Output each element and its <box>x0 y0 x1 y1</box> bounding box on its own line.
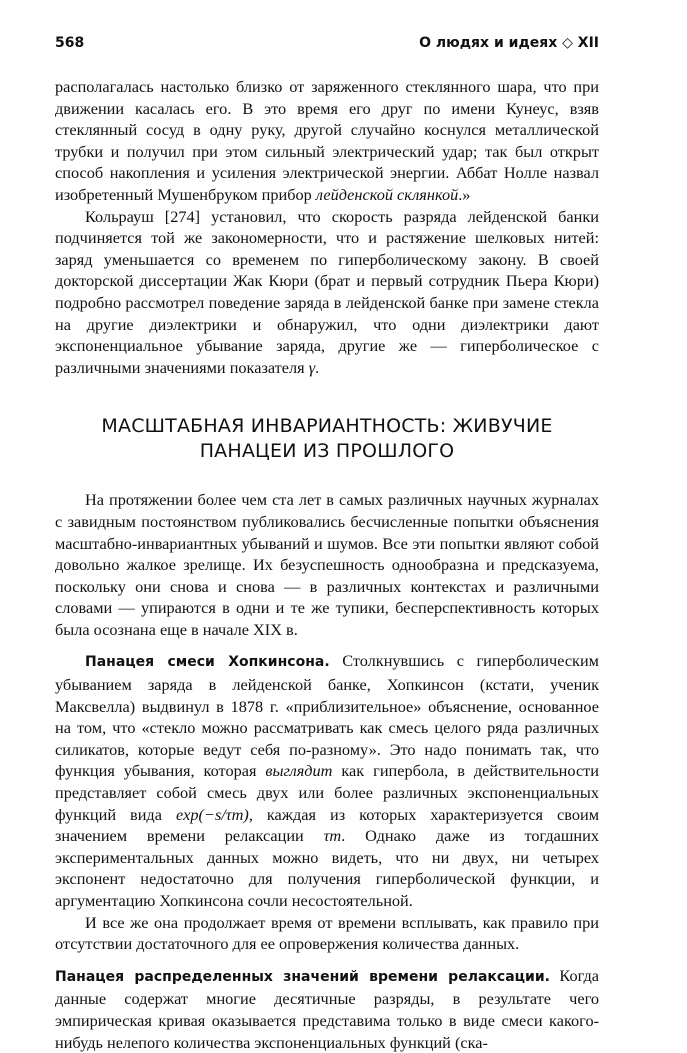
paragraph-intro: На протяжении более чем ста лет в самых различных научных журналах с завидным постоянством публиковались бесчисленные попытки объяснения масштабно-инвариантных убываний и шумов. Все эти попытки являют собой довольно жалкое зрелище. Их безуспешность однообразна и предсказуема, поскольку они снова и снова — в различных контекстах и различными словами — упираются в одни и те же тупики, бесперспективность которых была осознана еще в начале XIX в. <box>55 490 599 639</box>
page-body <box>55 76 599 1053</box>
paragraph-continuation: располагалась настолько близко от заряженного стеклянного шара, что при движении касалась его. В это время его друг по имени Кунеус, взяв стеклянный сосуд в одну руку, другой случайно коснулся металлической трубки и получил при этом сильный электрический удар; так был открыт способ накопления и усиления электрической энергии. Аббат Нолле назвал изобретенный Мушенбруком прибор лейденской склянкой.» <box>55 77 599 204</box>
running-title: О людях и идеях ◇ XII <box>419 35 599 51</box>
page-number: 568 <box>55 35 85 51</box>
run-in-heading-relaxation: Панацея распределенных значений времени релаксации. <box>55 968 550 985</box>
paragraph-still: И все же она продолжает время от времени всплывать, как правило при отсутствии достаточного для ее опровержения количества данных. <box>55 912 599 954</box>
paragraph-kohlrausch: Кольрауш [274] установил, что скорость разряда лейденской банки подчиняется той же закономерности, что и растяжение шелковых нитей: заряд уменьшается со временем по гиперболическому закону. В своей докторской диссертации Жак Кюри (брат и первый сотрудник Пьера Кюри) подробно рассмотрел поведение заряда в лейденской банке при замене стекла на другие диэлектрики и обнаружил, что одни диэлектрики дают экспоненциальное убывание заряда, другие же — гиперболическое с различными значениями показателя γ. <box>55 206 599 377</box>
run-in-heading-hopkinson: Панацея смеси Хопкинсона. <box>85 654 330 671</box>
paragraph-relaxation: Панацея распределенных значений времени релаксации. Когда данные содержат многие десятичные разряды, в результате чего эмпирическая кривая оказывается представима только в виде смеси какого-нибудь нелепого количества экспоненциальных функций (ска- <box>55 965 599 1052</box>
page-header <box>55 35 599 55</box>
tau-symbol: τm <box>323 826 342 846</box>
exp-formula: exp(−s/τm) <box>175 804 249 824</box>
gamma-symbol: γ <box>308 357 316 377</box>
leyden-jar-term: лейденской склянкой <box>315 184 459 204</box>
paragraph-hopkinson: Панацея смеси Хопкинсона. Столкнувшись с гиперболическим убыванием заряда в лейденской банке, Хопкинсон (кстати, ученик Максвелла) выдвинул в 1878 г. «приблизительное» объяснение, основанное на том, что «стекло можно рассматривать как смесь целого ряда различных силикатов, которые ведут себя по-разному». Это надо понимать так, что функция убывания, которая выглядит как гипербола, в действительности представляет собой смесь двух или более различных экспоненциальных функций вида exp(−s/τm), каждая из которых характеризуется своим значением времени релаксации τm. Однако даже из тогдашних экспериментальных данных можно видеть, что ни двух, ни четырех экспонент недостаточно для получения гиперболической функции, и аргументацию Хопкинсона сочли несостоятельной. <box>55 651 599 910</box>
section-heading: МАСШТАБНАЯ ИНВАРИАНТНОСТЬ: ЖИВУЧИЕ ПАНАЦЕИ ИЗ ПРОШЛОГО <box>101 415 553 463</box>
